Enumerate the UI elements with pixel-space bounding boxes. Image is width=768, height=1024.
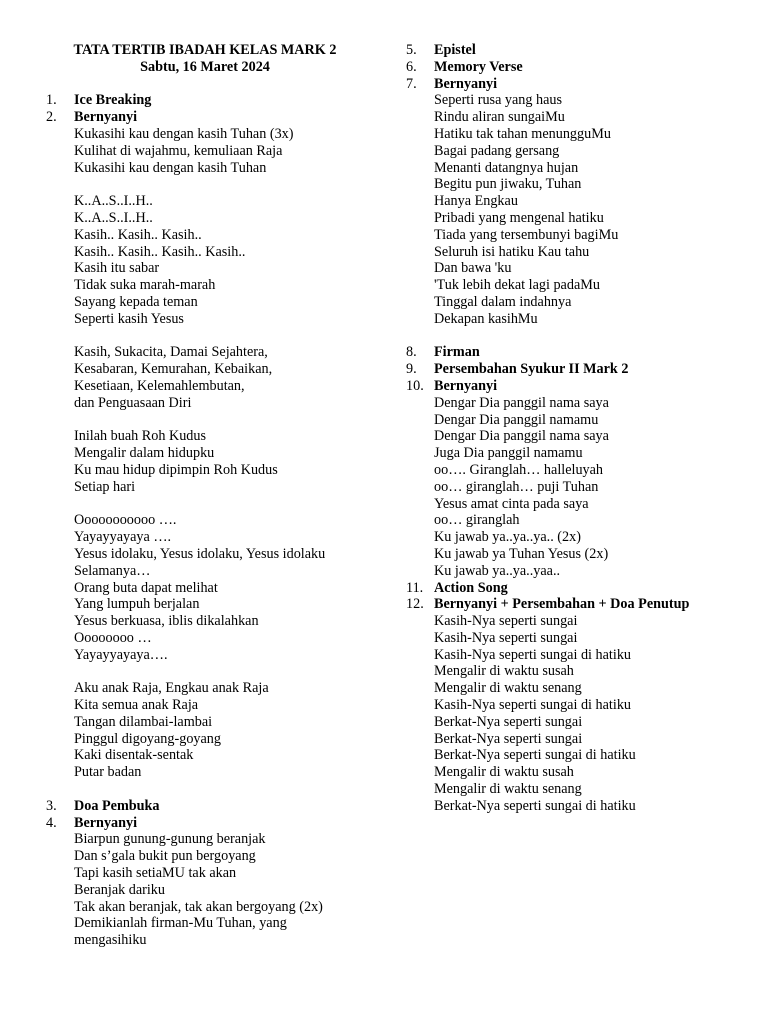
- lyric-line: Mengalir dalam hidupku: [74, 445, 215, 462]
- item-number: 3.: [46, 797, 57, 814]
- right-column: [406, 42, 746, 815]
- agenda-item: [46, 815, 376, 832]
- lyric-line: Pribadi yang mengenal hatiku: [434, 209, 604, 226]
- agenda-item: [406, 344, 746, 361]
- lyric-line: Beranjak dariku: [74, 881, 165, 898]
- lyric-line: Setiap hari: [74, 478, 136, 495]
- lyric-line: Ku jawab ya Tuhan Yesus (2x): [434, 545, 609, 562]
- lyric-line: Yayayyayaya….: [74, 646, 168, 663]
- lyric-line: oo… giranglah… puji Tuhan: [434, 478, 599, 495]
- spacer: [46, 328, 376, 345]
- item-number: 12.: [406, 596, 424, 613]
- spacer: [46, 781, 376, 798]
- lyric-line: Kasih-Nya seperti sungai di hatiku: [434, 646, 632, 663]
- lyric-line: Kasih-Nya seperti sungai: [434, 613, 578, 630]
- item-title: Bernyanyi: [434, 377, 498, 394]
- agenda-item: [46, 109, 376, 126]
- lyric-line: Yesus idolaku, Yesus idolaku, Yesus idolaku: [74, 545, 326, 562]
- lyric-line: Kasih-Nya seperti sungai: [434, 629, 578, 646]
- item-number: 7.: [406, 75, 417, 92]
- item-number: 1.: [46, 92, 57, 109]
- lyric-line: Tangan dilambai-lambai: [74, 713, 213, 730]
- lyric-line: Kita semua anak Raja: [74, 697, 199, 714]
- lyric-line: Dan bawa 'ku: [434, 260, 512, 277]
- spacer: [46, 663, 376, 680]
- lyric-line: Dengar Dia panggil namamu: [434, 411, 599, 428]
- item-title: Action Song: [434, 579, 508, 596]
- lyric-line: Kulihat di wajahmu, kemuliaan Raja: [74, 142, 283, 159]
- agenda-item: [406, 361, 746, 378]
- right-item-list: [406, 42, 746, 815]
- agenda-item: [406, 76, 746, 93]
- lyric-line: Dan s’gala bukit pun bergoyang: [74, 848, 256, 865]
- lyric-line: Ku jawab ya..ya..ya.. (2x): [434, 529, 581, 546]
- lyric-line: Putar badan: [74, 764, 142, 781]
- lyric-line: mengasihiku: [74, 932, 147, 949]
- spacer: [46, 76, 376, 93]
- agenda-item: [406, 59, 746, 76]
- lyric-line: Kasih-Nya seperti sungai di hatiku: [434, 697, 632, 714]
- agenda-item: [406, 580, 746, 597]
- lyric-line: dan Penguasaan Diri: [74, 394, 192, 411]
- lyric-line: Yayayyayaya ….: [74, 529, 172, 546]
- item-title: Bernyanyi: [74, 814, 138, 831]
- item-number: 2.: [46, 109, 57, 126]
- spacer: [46, 176, 376, 193]
- lyric-line: Begitu pun jiwaku, Tuhan: [434, 176, 582, 193]
- spacer: [406, 328, 746, 345]
- item-title: Memory Verse: [434, 58, 523, 75]
- lyric-line: K..A..S..I..H..: [74, 193, 153, 210]
- lyric-line: Kasih, Sukacita, Damai Sejahtera,: [74, 344, 268, 361]
- agenda-item: [46, 798, 376, 815]
- lyric-line: Seperti rusa yang haus: [434, 92, 563, 109]
- lyric-line: K..A..S..I..H..: [74, 209, 153, 226]
- lyric-line: Yesus amat cinta pada saya: [434, 495, 589, 512]
- lyric-line: Kasih.. Kasih.. Kasih.. Kasih..: [74, 243, 246, 260]
- lyric-line: Tiada yang tersembunyi bagiMu: [434, 226, 619, 243]
- agenda-item: [46, 92, 376, 109]
- item-number: 9.: [406, 361, 417, 378]
- item-number: 4.: [46, 814, 57, 831]
- lyric-line: Selamanya…: [74, 562, 151, 579]
- item-number: 8.: [406, 344, 417, 361]
- lyric-line: Dengar Dia panggil nama saya: [434, 428, 609, 445]
- lyric-line: Kasih itu sabar: [74, 260, 160, 277]
- lyric-line: Yang lumpuh berjalan: [74, 596, 200, 613]
- item-title: Bernyanyi + Persembahan + Doa Penutup: [434, 596, 690, 613]
- lyric-line: Berkat-Nya seperti sungai: [434, 713, 583, 730]
- lyric-line: Kesabaran, Kemurahan, Kebaikan,: [74, 361, 273, 378]
- lyric-line: Yesus berkuasa, iblis dikalahkan: [74, 613, 259, 630]
- spacer: [46, 496, 376, 513]
- lyric-line: Ku mau hidup dipimpin Roh Kudus: [74, 461, 278, 478]
- lyric-line: Berkat-Nya seperti sungai: [434, 730, 583, 747]
- lyric-line: Pinggul digoyang-goyang: [74, 730, 221, 747]
- lyric-line: Dengar Dia panggil nama saya: [434, 394, 609, 411]
- lyric-line: Hanya Engkau: [434, 193, 518, 210]
- spacer: [46, 412, 376, 429]
- agenda-item: [406, 42, 746, 59]
- item-number: 10.: [406, 377, 424, 394]
- agenda-item: [406, 596, 746, 613]
- lyric-line: Juga Dia panggil namamu: [434, 445, 583, 462]
- lyric-line: Hatiku tak tahan menungguMu: [434, 125, 611, 142]
- lyric-line: Berkat-Nya seperti sungai di hatiku: [434, 797, 636, 814]
- lyric-line: Bagai padang gersang: [434, 142, 560, 159]
- lyric-line: Ku jawab ya..ya..yaa..: [434, 562, 561, 579]
- lyric-line: Seluruh isi hatiku Kau tahu: [434, 243, 590, 260]
- item-title: Epistel: [434, 42, 476, 58]
- lyric-line: Orang buta dapat melihat: [74, 579, 218, 596]
- lyric-line: Berkat-Nya seperti sungai di hatiku: [434, 747, 636, 764]
- item-number: 5.: [406, 42, 417, 58]
- agenda-item: [406, 378, 746, 395]
- lyric-line: Menanti datangnya hujan: [434, 159, 579, 176]
- lyric-line: Kukasihi kau dengan kasih Tuhan (3x): [74, 125, 294, 142]
- lyric-line: oo…. Giranglah… halleluyah: [434, 461, 604, 478]
- lyric-line: Sayang kepada teman: [74, 293, 198, 310]
- lyric-line: Biarpun gunung-gunung beranjak: [74, 831, 266, 848]
- item-title: Firman: [434, 344, 480, 361]
- lyric-line: Mengalir di waktu senang: [434, 781, 582, 798]
- left-column: [46, 42, 376, 949]
- lyric-line: Oooooooo …: [74, 629, 152, 646]
- lyric-line: Seperti kasih Yesus: [74, 310, 184, 327]
- lyric-line: Tak akan beranjak, tak akan bergoyang (2x): [74, 898, 323, 915]
- document-title: TATA TERTIB IBADAH KELAS MARK 2: [73, 42, 337, 58]
- lyric-line: Tinggal dalam indahnya: [434, 293, 572, 310]
- lyric-line: Tapi kasih setiaMU tak akan: [74, 865, 237, 882]
- item-title: Ice Breaking: [74, 92, 152, 109]
- document-date: Sabtu, 16 Maret 2024: [140, 58, 270, 75]
- item-number: 11.: [406, 579, 424, 596]
- lyric-line: Demikianlah firman-Mu Tuhan, yang: [74, 915, 287, 932]
- lyric-line: Ooooooooooo ….: [74, 512, 177, 529]
- lyric-line: Aku anak Raja, Engkau anak Raja: [74, 680, 269, 697]
- lyric-line: Rindu aliran sungaiMu: [434, 109, 565, 126]
- lyric-line: Kesetiaan, Kelemahlembutan,: [74, 377, 245, 394]
- item-number: 6.: [406, 58, 417, 75]
- lyric-line: 'Tuk lebih dekat lagi padaMu: [434, 277, 600, 294]
- lyric-line: Kaki disentak-sentak: [74, 747, 194, 764]
- lyric-line: Kasih.. Kasih.. Kasih..: [74, 226, 202, 243]
- lyric-line: Mengalir di waktu susah: [434, 764, 574, 781]
- lyric-line: Tidak suka marah-marah: [74, 277, 216, 294]
- item-title: Bernyanyi: [434, 75, 498, 92]
- item-title: Persembahan Syukur II Mark 2: [434, 361, 629, 378]
- lyric-line: Kukasihi kau dengan kasih Tuhan: [74, 159, 267, 176]
- lyric-line: Mengalir di waktu susah: [434, 663, 574, 680]
- lyric-line: Inilah buah Roh Kudus: [74, 428, 207, 445]
- lyric-line: oo… giranglah: [434, 512, 520, 529]
- lyric-line: Mengalir di waktu senang: [434, 680, 582, 697]
- item-title: Bernyanyi: [74, 109, 138, 126]
- item-title: Doa Pembuka: [74, 797, 160, 814]
- left-item-list: [46, 92, 376, 949]
- lyric-line: Dekapan kasihMu: [434, 310, 538, 327]
